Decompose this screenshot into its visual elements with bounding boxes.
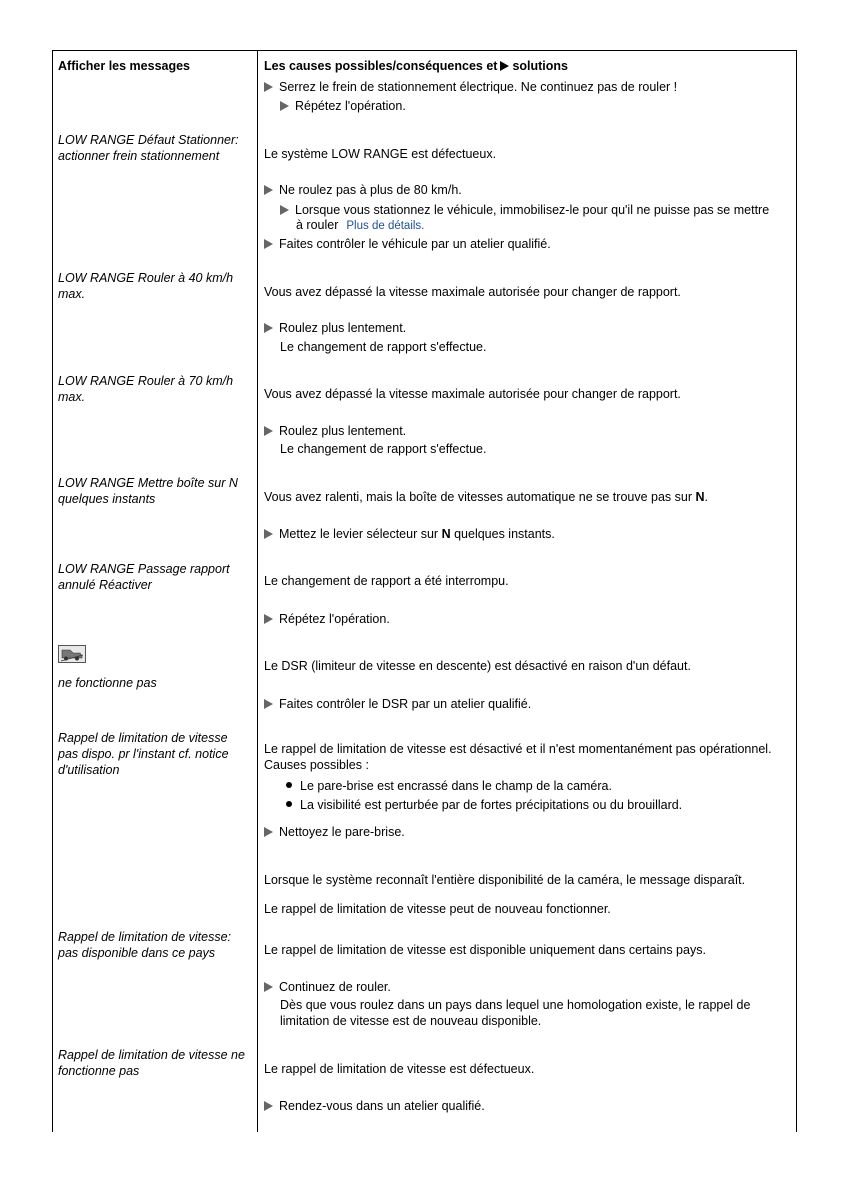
message-display-text: quelques instants [58,492,156,506]
header-solutions-text: solutions [512,59,569,73]
table-top-border [52,50,797,51]
step-text: Serrez le frein de stationnement électrique. Ne continuez pas de rouler ! [279,80,678,94]
instruction-substep-continued [296,217,424,235]
step-text: Nettoyez le pare-brise. [279,825,405,839]
step-text: Rendez-vous dans un atelier qualifié. [279,1099,485,1113]
instruction-step [264,696,531,713]
more-details-link[interactable]: Plus de détails. [346,220,425,232]
cause-text [264,489,708,506]
instruction-step [264,526,555,543]
message-display-text: max. [58,287,86,301]
step-text: à rouler [296,218,339,232]
cause-text: Vous avez dépassé la vitesse maximale autorisée pour changer de rapport. [264,285,681,299]
header-causes-solutions [264,58,568,75]
instruction-substep [280,98,406,115]
table-column-divider [257,50,258,1132]
cause-text: Le rappel de limitation de vitesse est défectueux. [264,1062,535,1076]
bullet-item [286,797,682,814]
result-text: limitation de vitesse est de nouveau disponible. [280,1014,542,1028]
step-arrow-icon [264,1101,273,1111]
bullet-item [286,778,612,795]
message-display-text: fonctionne pas [58,1064,140,1078]
dsr-warning-icon [58,645,86,668]
bullet-icon [286,801,292,807]
message-display-text: pas disponible dans ce pays [58,946,216,960]
message-display-text: Rappel de limitation de vitesse: [58,930,232,944]
step-text: Ne roulez pas à plus de 80 km/h. [279,183,462,197]
message-display-text: Rappel de limitation de vitesse ne [58,1048,245,1062]
step-text: Répétez l'opération. [279,612,390,626]
step-text: quelques instants. [454,527,555,541]
note-text: Lorsque le système reconnaît l'entière disponibilité de la caméra, le message disparaît. [264,873,746,887]
message-display-text: ne fonctionne pas [58,676,157,690]
step-arrow-icon [264,529,273,539]
cause-text: Vous avez dépassé la vitesse maximale autorisée pour changer de rapport. [264,387,681,401]
cause-text: Le changement de rapport a été interrompu. [264,574,509,588]
message-display-text: annulé Réactiver [58,578,152,592]
header-display-messages: Afficher les messages [58,59,191,73]
message-display-text: pas dispo. pr l'instant cf. notice [58,747,229,761]
message-display-text: LOW RANGE Rouler à 40 km/h [58,271,234,285]
message-display-text: LOW RANGE Mettre boîte sur N [58,476,238,490]
bullet-text: La visibilité est perturbée par de fortes précipitations ou du brouillard. [300,798,683,812]
instruction-step [264,423,406,440]
step-arrow-icon [264,82,273,92]
bullet-icon [286,782,292,788]
cause-text-part: . [704,490,709,504]
step-arrow-icon [280,101,289,111]
step-text: Roulez plus lentement. [279,424,407,438]
step-arrow-icon [264,699,273,709]
cause-text: Le système LOW RANGE est défectueux. [264,147,497,161]
result-text: Dès que vous roulez dans un pays dans lequel une homologation existe, le rappel de [280,998,751,1012]
instruction-step [264,1098,485,1115]
instruction-step [264,79,677,96]
message-display-text: max. [58,390,86,404]
cause-text-part: Vous avez ralenti, mais la boîte de vitesses automatique ne se trouve pas sur [264,490,693,504]
cause-text: Causes possibles : [264,758,369,772]
step-text: Roulez plus lentement. [279,321,407,335]
step-arrow-icon [264,185,273,195]
step-arrow-icon [264,323,273,333]
message-display-text: LOW RANGE Rouler à 70 km/h [58,374,234,388]
instruction-step [264,236,551,253]
message-display-text: d'utilisation [58,763,120,777]
step-arrow-icon [264,614,273,624]
step-arrow-icon [264,239,273,249]
step-arrow-icon [264,982,273,992]
step-text: Faites contrôler le DSR par un atelier qualifié. [279,697,532,711]
instruction-step [264,824,405,841]
message-display-text: actionner frein stationnement [58,149,220,163]
gear-position-n: N [695,490,705,504]
step-arrow-icon [280,205,289,215]
message-display-text: LOW RANGE Passage rapport [58,562,230,576]
message-display-text: Rappel de limitation de vitesse [58,731,228,745]
action-arrow-icon [500,61,509,71]
table-left-border [52,50,53,1132]
cause-text: Le rappel de limitation de vitesse est disponible uniquement dans certains pays. [264,943,706,957]
message-display-text: LOW RANGE Défaut Stationner: [58,133,239,147]
instruction-step [264,320,406,337]
note-text: Le rappel de limitation de vitesse peut de nouveau fonctionner. [264,902,611,916]
step-text: Lorsque vous stationnez le véhicule, immobilisez-le pour qu'il ne puisse pas se mettre [295,203,770,217]
instruction-step [264,979,391,996]
step-text: Répétez l'opération. [295,99,406,113]
table-right-border [796,50,797,1132]
step-arrow-icon [264,827,273,837]
instruction-step [264,611,390,628]
result-text: Le changement de rapport s'effectue. [280,442,487,456]
cause-text: Le DSR (limiteur de vitesse en descente) est désactivé en raison d'un défaut. [264,659,691,673]
bullet-text: Le pare-brise est encrassé dans le champ de la caméra. [300,779,612,793]
instruction-step [264,182,462,199]
result-text: Le changement de rapport s'effectue. [280,340,487,354]
step-arrow-icon [264,426,273,436]
step-text: Faites contrôler le véhicule par un atelier qualifié. [279,237,551,251]
cause-text: Le rappel de limitation de vitesse est désactivé et il n'est momentanément pas opérationnel. [264,742,772,756]
step-text: Continuez de rouler. [279,980,391,994]
step-text: Mettez le levier sélecteur sur [279,527,439,541]
gear-position-n: N [441,527,451,541]
header-causes-text: Les causes possibles/conséquences et [264,59,498,73]
